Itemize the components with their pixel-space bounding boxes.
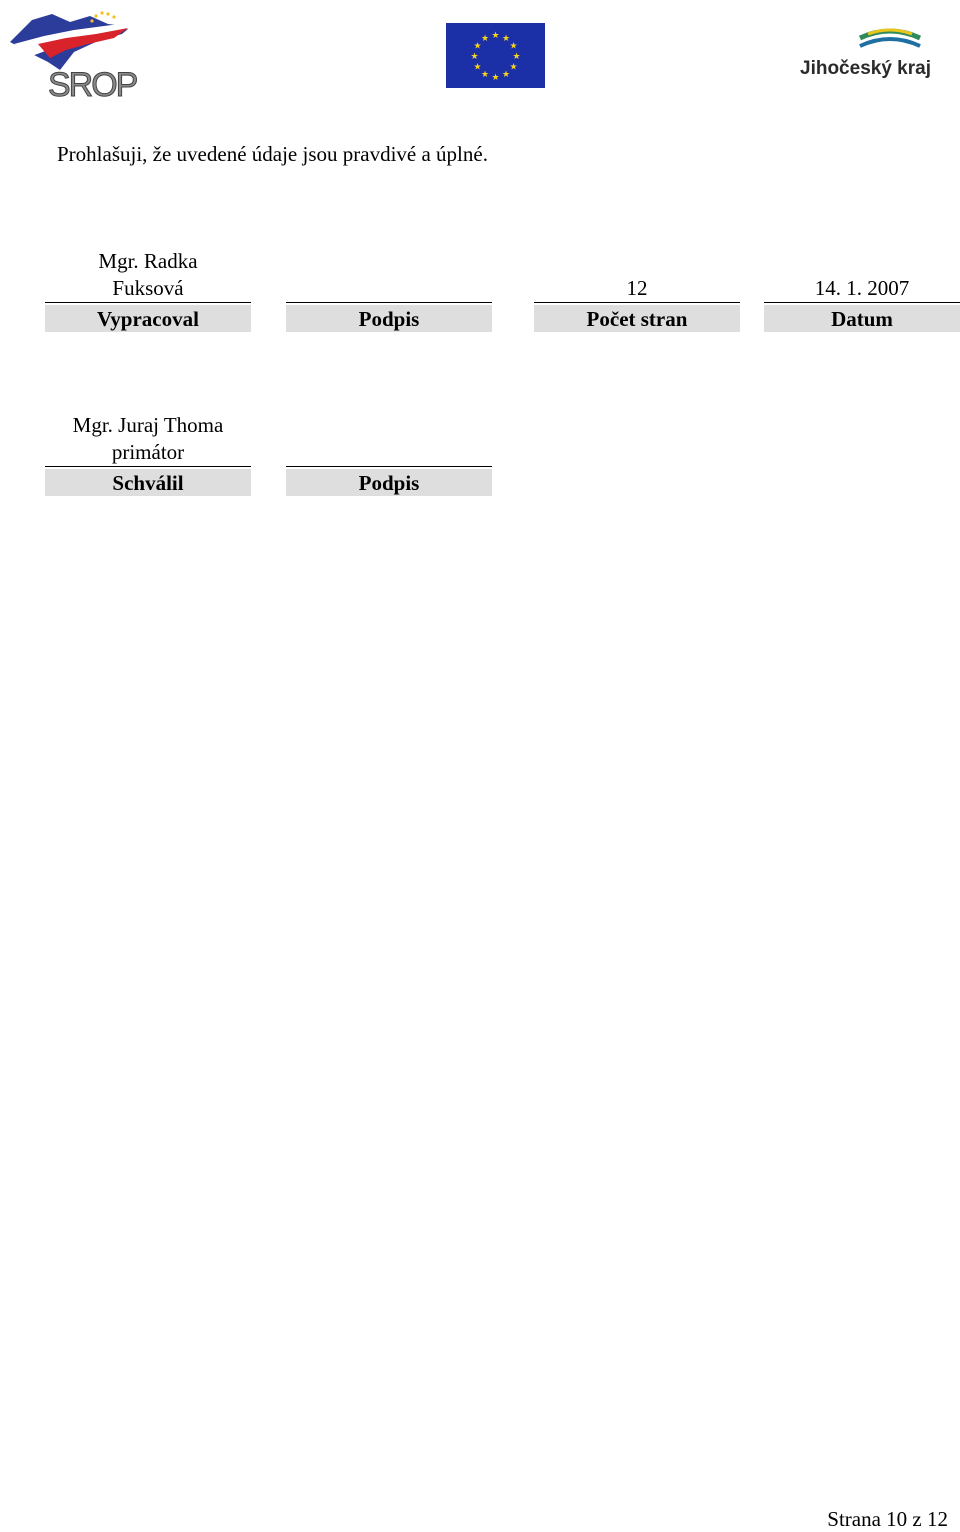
page-number: Strana 10 z 12 (827, 1507, 948, 1531)
svg-text:★: ★ (509, 62, 518, 73)
approved-by-name-line2: primátor (111, 440, 185, 464)
svg-text:★: ★ (473, 62, 482, 73)
svg-text:★: ★ (491, 73, 500, 83)
approved-by-field (45, 412, 251, 496)
jihocesky-kraj-logo (798, 24, 938, 80)
svg-text:★: ★ (480, 70, 490, 80)
prepared-by-value (45, 248, 251, 303)
svg-text:★: ★ (480, 34, 490, 44)
page-count-label: Počet stran (534, 305, 740, 332)
signature-label-1: Podpis (286, 305, 492, 332)
svg-text:★: ★ (473, 41, 482, 52)
approved-by-name-line1: Mgr. Juraj Thoma (72, 413, 224, 437)
signature-field-1 (286, 248, 492, 332)
svg-text:★: ★ (501, 34, 511, 44)
svg-text:★: ★ (470, 52, 479, 62)
signature-line-1 (286, 301, 492, 303)
declaration-text: Prohlašuji, že uvedené údaje jsou pravdivé a úplné. (57, 142, 488, 166)
prepared-by-name-line1: Mgr. Radka (98, 249, 198, 273)
svg-text:★: ★ (491, 31, 500, 41)
page-count-field (534, 248, 740, 332)
signature-field-2 (286, 412, 492, 496)
srop-logo-text: SROP (48, 66, 137, 100)
srop-logo (4, 4, 138, 100)
date-label: Datum (764, 305, 960, 332)
prepared-by-name-line2: Fuksová (112, 276, 184, 300)
svg-text:★: ★ (512, 52, 521, 62)
signature-label-2: Podpis (286, 469, 492, 496)
prepared-by-field (45, 248, 251, 332)
prepared-by-label: Vypracoval (45, 305, 251, 332)
eu-flag-logo (446, 23, 545, 88)
svg-text:★: ★ (501, 70, 511, 80)
signature-line-2 (286, 465, 492, 467)
page-count-value: 12 (534, 275, 740, 303)
jihocesky-kraj-logo-text: Jihočeský kraj (800, 58, 931, 79)
date-value: 14. 1. 2007 (764, 275, 960, 303)
svg-text:★: ★ (509, 41, 518, 52)
approved-by-value (45, 412, 251, 467)
date-field (764, 248, 960, 332)
approved-by-label: Schválil (45, 469, 251, 496)
